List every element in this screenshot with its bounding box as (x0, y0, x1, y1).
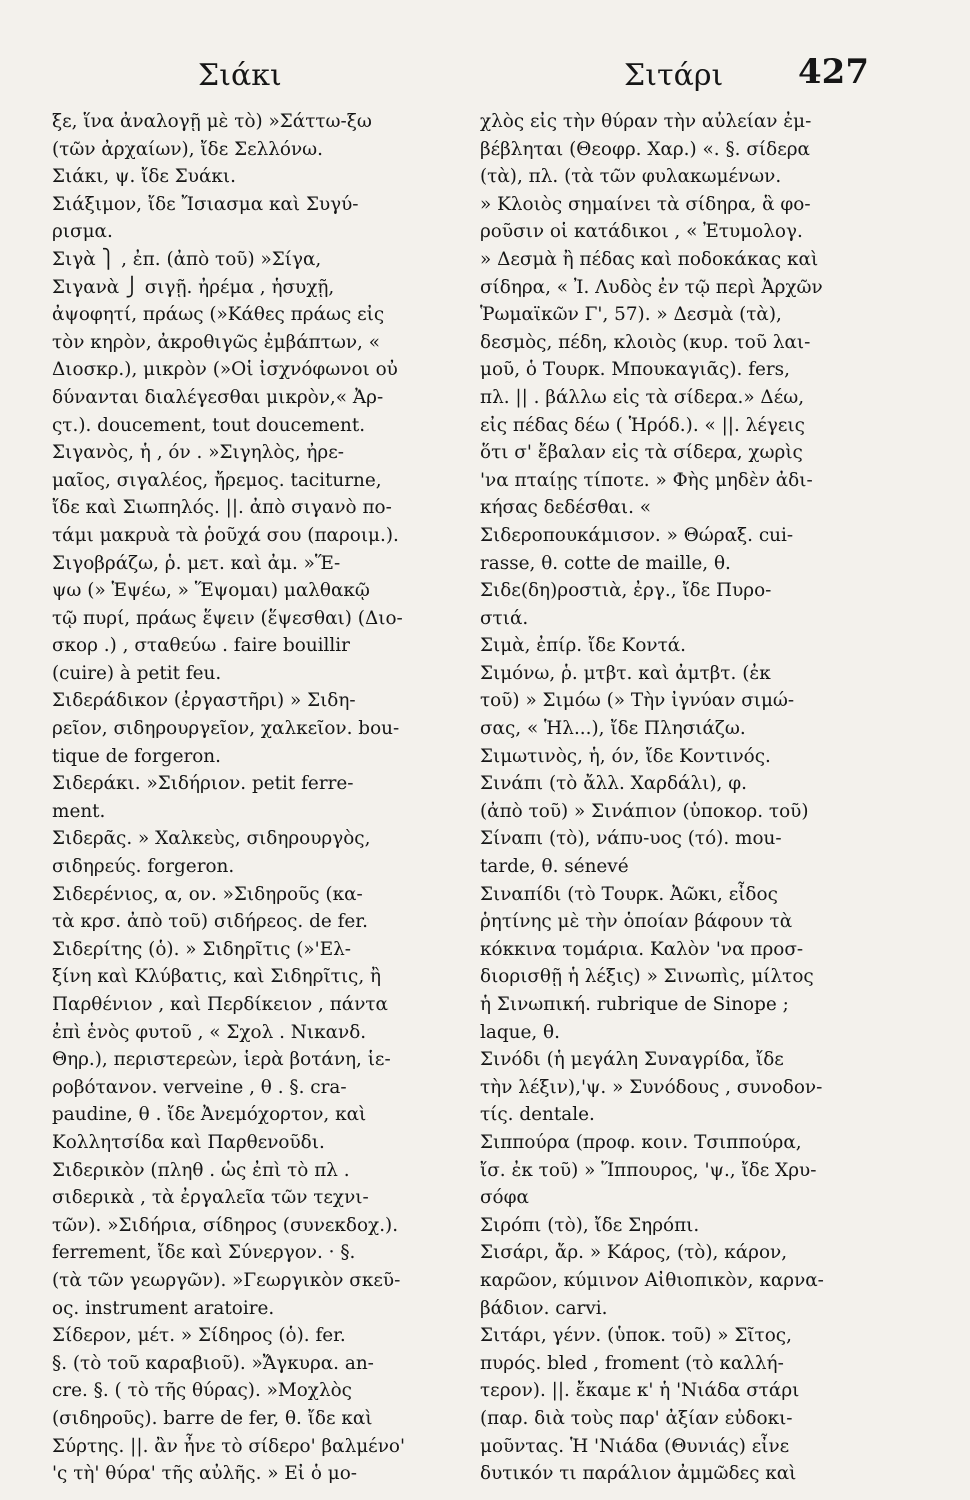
text-line: τίς. dentale. (480, 1104, 595, 1126)
text-line: σκορ .) , σταθεύω . faire bouillir (52, 635, 350, 657)
text-line: ferrement, ἴδε καὶ Σύνεργον. · §. (52, 1242, 356, 1264)
text-line: Σιρόπι (τὸ), ἴδε Σηρόπι. (480, 1214, 700, 1236)
text-line: Κολλητσίδα καὶ Παρθενοῦδι. (52, 1131, 325, 1153)
text-line: Σιδερικὸν (πληθ . ὡς ἐπὶ τὸ πλ . (52, 1159, 350, 1181)
text-line: tarde, θ. sénevé (480, 856, 629, 878)
text-line: Σίναπι (τὸ), νάπυ-υος (τό). mou- (480, 828, 782, 850)
text-line: Διοσκρ.), μικρὸν (»Οἱ ἰσχνόφωνοι οὐ (52, 359, 398, 381)
text-line: Σιδερᾶς. » Χαλκεὺς, σιδηρουργὸς, (52, 828, 371, 850)
text-line: τῷ πυρί, πράως ἕψειν (ἕψεσθαι) (Διο- (52, 607, 403, 629)
left-column (52, 108, 462, 1488)
text-line: σας, « Ἡλ...), ἴδε Πλησιάζω. (480, 718, 746, 740)
text-line: βάδιον. carvi. (480, 1297, 608, 1319)
text-line: τὴν λέξιν),'ψ. » Συνόδους , συνοδον- (480, 1076, 823, 1098)
header-right-guide-word: Σιτάρι (624, 58, 724, 93)
text-line: διορισθῇ ἡ λέξις) » Σινωπὶς, μίλτος (480, 966, 814, 988)
text-line: Ῥωμαϊκῶν Γ', 57). » Δεσμὰ (τὰ), (480, 304, 782, 326)
text-line: ξε, ἵνα ἀναλογῇ μὲ τὸ) »Σάττω-ξω (52, 111, 372, 132)
text-line: Σιναπίδι (τὸ Τουρκ. Ἀῶκι, εἶδος (480, 883, 778, 905)
text-line: τερον). ||. ἔκαμε κ' ἡ 'Νιάδα στάρι (480, 1380, 800, 1402)
text-line: ἴδε καὶ Σιωπηλός. ||. ἀπὸ σιγανὸ πο- (52, 497, 392, 519)
text-line: » Δεσμὰ ἢ πέδας καὶ ποδοκάκας καὶ (480, 248, 819, 270)
text-line: Σιδε(δη)ροστιὰ, ἐργ., ἴδε Πυρο- (480, 580, 772, 602)
text-line: ρισμα. (52, 221, 113, 243)
text-line: ςτ.). doucement, tout doucement. (52, 414, 366, 436)
text-line: σόφα (480, 1187, 529, 1209)
text-line: Σίδερον, μέτ. » Σίδηρος (ὁ). fer. (52, 1325, 346, 1347)
text-line: ος. instrument aratoire. (52, 1297, 275, 1319)
text-line: βέβληται (Θεοφρ. Χαρ.) «. §. σίδερα (480, 138, 810, 160)
text-line: καρῶον, κύμινον Αἰθιοπικὸν, καρνα- (480, 1269, 824, 1291)
text-line: μαῖος, σιγαλέος, ἤρεμος. taciturne, (52, 469, 382, 491)
text-line: σιδηρεύς. forgeron. (52, 856, 235, 878)
text-line: πυρός. bled , froment (τὸ καλλή- (480, 1352, 784, 1374)
text-line: Σιγανὸς, ἡ , όν . »Σιγηλὸς, ἠρε- (52, 442, 344, 464)
text-line: Σισάρι, ἄρ. » Κάρος, (τὸ), κάρον, (480, 1242, 788, 1264)
text-line: ἴσ. ἐκ τοῦ) » Ἵππουρος, 'ψ., ἴδε Χρυ- (480, 1159, 817, 1181)
text-line: ἡ Σινωπική. rubrique de Sinope ; (480, 994, 789, 1015)
text-line: χλὸς εἰς τὴν θύραν τὴν αὐλείαν ἐμ- (480, 111, 812, 132)
text-line: τὸν κηρὸν, ἀκροθιγῶς ἐμβάπτων, « (52, 331, 381, 353)
text-line: στιά. (480, 607, 529, 629)
text-line: » Κλοιὸς σημαίνει τὰ σίδηρα, ἃ φο- (480, 193, 811, 215)
text-line: Σιγὰ ⎫ , ἐπ. (ἀπὸ τοῦ) »Σίγα, (52, 248, 322, 270)
text-line: Σιδερένιος, α, ον. »Σιδηροῦς (κα- (52, 883, 363, 905)
text-line: τῶν). »Σιδήρια, σίδηρος (συνεκδοχ.). (52, 1214, 399, 1236)
text-line: 'να πταίῃς τίποτε. » Φὴς μηδὲν ἀδι- (480, 469, 813, 491)
text-line: ψω (» Ἑψέω, » Ἕψομαι) μαλθακῷ (52, 580, 370, 602)
text-line: μοῦ, ὁ Τουρκ. Μπουκαγιᾶς). fers, (480, 359, 790, 381)
text-line: cre. §. ( τὸ τῆς θύρας). »Μοχλὸς (52, 1380, 352, 1402)
text-line: Σιδερίτης (ὁ). » Σιδηρῖτις (»'Ελ- (52, 938, 352, 960)
header-left-guide-word: Σιάκι (198, 58, 282, 93)
text-line: Σινόδι (ἡ μεγάλη Συναγρίδα, ἴδε (480, 1049, 784, 1071)
text-line: ροβότανον. verveine , θ . §. cra- (52, 1076, 347, 1098)
text-line: ῥητίνης μὲ τὴν ὁποίαν βάφουν τὰ (480, 911, 793, 933)
text-line: Σιππούρα (προφ. κοιν. Τσιππούρα, (480, 1131, 802, 1153)
text-line: Θηρ.), περιστερεὼν, ἱερὰ βοτάνη, ἱε- (52, 1049, 391, 1071)
text-line: δυτικόν τι παράλιον ἀμμῶδες καὶ (480, 1463, 797, 1485)
text-line: ἐπὶ ἑνὸς φυτοῦ , « Σχολ . Νικανδ. (52, 1021, 367, 1043)
text-line: laque, θ. (480, 1021, 560, 1043)
text-line: τὰ κρσ. ἀπὸ τοῦ) σιδήρεος. de fer. (52, 911, 368, 933)
text-line: ξίνη καὶ Κλύβατις, καὶ Σιδηρῖτις, ἢ (52, 966, 382, 988)
text-line: Σιδεράδικον (ἐργαστῆρι) » Σιδη- (52, 690, 356, 712)
text-line: (τῶν ἀρχαίων), ἴδε Σελλόνω. (52, 138, 324, 160)
text-line: δύνανται διαλέγεσθαι μικρὸν,« Ἀρ- (52, 386, 384, 408)
page-number: 427 (798, 52, 869, 92)
page-header (0, 52, 970, 102)
text-line: σίδηρα, « Ἰ. Λυδὸς ἐν τῷ περὶ Ἀρχῶν (480, 276, 823, 298)
text-line: Σιγανὰ ⎭ σιγῇ. ἠρέμα , ἡσυχῇ, (52, 276, 335, 298)
text-line: ρεῖον, σιδηρουργεῖον, χαλκεῖον. bou- (52, 718, 400, 740)
text-line: (ἀπὸ τοῦ) » Σινάπιον (ὑποκορ. τοῦ) (480, 800, 809, 822)
text-line: σιδερικὰ , τὰ ἐργαλεῖα τῶν τεχνι- (52, 1187, 369, 1209)
text-line: (σιδηροῦς). barre de fer, θ. ἴδε καὶ (52, 1407, 373, 1429)
text-line: Σιδεροπουκάμισον. » Θώραξ. cui- (480, 524, 794, 546)
text-line: 'ς τὴ' θύρα' τῆς αὐλῆς. » Εἰ ὁ μο- (52, 1463, 358, 1485)
text-line: Σιάξιμον, ἴδε Ἴσιασμα καὶ Συγύ- (52, 193, 359, 215)
text-line: §. (τὸ τοῦ καραβιοῦ). »Ἄγκυρα. an- (52, 1352, 374, 1374)
text-line: Σινάπι (τὸ ἄλλ. Χαρδάλι), φ. (480, 773, 747, 795)
text-line: (τὰ), πλ. (τὰ τῶν φυλακωμένων. (480, 166, 782, 188)
text-line: κόκκινα τομάρια. Καλὸν 'να προσ- (480, 938, 804, 960)
text-line: Σιάκι, ψ. ἴδε Συάκι. (52, 166, 236, 188)
text-line: ἀψοφητί, πράως (»Κάθες πράως εἰς (52, 304, 385, 326)
text-line: κήσας δεδέσθαι. « (480, 497, 652, 519)
text-line: Σιμὰ, ἐπίρ. ἴδε Κοντά. (480, 635, 687, 657)
text-line: Σιτάρι, γένν. (ὑποκ. τοῦ) » Σῖτος, (480, 1325, 792, 1347)
right-column (480, 108, 888, 1488)
text-line: τοῦ) » Σιμόω (» Τὴν ἰγνύαν σιμώ- (480, 690, 795, 712)
text-line: ροῦσιν οἱ κατάδικοι , « Ἐτυμολογ. (480, 221, 803, 243)
text-line: μοῦντας. Ἡ 'Νιάδα (Θυνιάς) εἶνε (480, 1435, 790, 1457)
text-line: tique de forgeron. (52, 745, 221, 767)
text-line: (cuire) à petit feu. (52, 662, 222, 684)
text-line: Σιγοβράζω, ῥ. μετ. καὶ ἀμ. »Ἕ- (52, 552, 341, 574)
text-line: paudine, θ . ἴδε Ἀνεμόχορτον, καὶ (52, 1104, 367, 1126)
text-line: (παρ. διὰ τοὺς παρ' ἀξίαν εὐδοκι- (480, 1407, 793, 1429)
text-line: Παρθένιον , καὶ Περδίκειον , πάντα (52, 994, 388, 1015)
text-line: Σιμόνω, ῥ. μτβτ. καὶ ἀμτβτ. (ἐκ (480, 662, 771, 684)
text-line: rasse, θ. cotte de maille, θ. (480, 552, 731, 574)
text-line: δεσμὸς, πέδη, κλοιὸς (κυρ. τοῦ λαι- (480, 331, 811, 353)
text-line: Σύρτης. ||. ἂν ἦνε τὸ σίδερο' βαλμένο' (52, 1435, 406, 1457)
text-line: ment. (52, 800, 106, 822)
text-line: Σιδεράκι. »Σιδήριον. petit ferre- (52, 773, 354, 795)
text-line: (τὰ τῶν γεωργῶν). »Γεωργικὸν σκεῦ- (52, 1269, 401, 1291)
text-line: εἰς πέδας δέω ( Ἡρόδ.). « ||. λέγεις (480, 414, 805, 436)
text-line: πλ. || . βάλλω εἰς τὰ σίδερα.» Δέω, (480, 386, 805, 408)
text-line: Σιμωτινὸς, ἡ, όν, ἴδε Κοντινός. (480, 745, 771, 767)
text-line: ὅτι σ' ἔβαλαν εἰς τὰ σίδερα, χωρὶς (480, 442, 803, 464)
text-line: τάμι μακρυὰ τὰ ῥοῦχά σου (παροιμ.). (52, 524, 399, 546)
